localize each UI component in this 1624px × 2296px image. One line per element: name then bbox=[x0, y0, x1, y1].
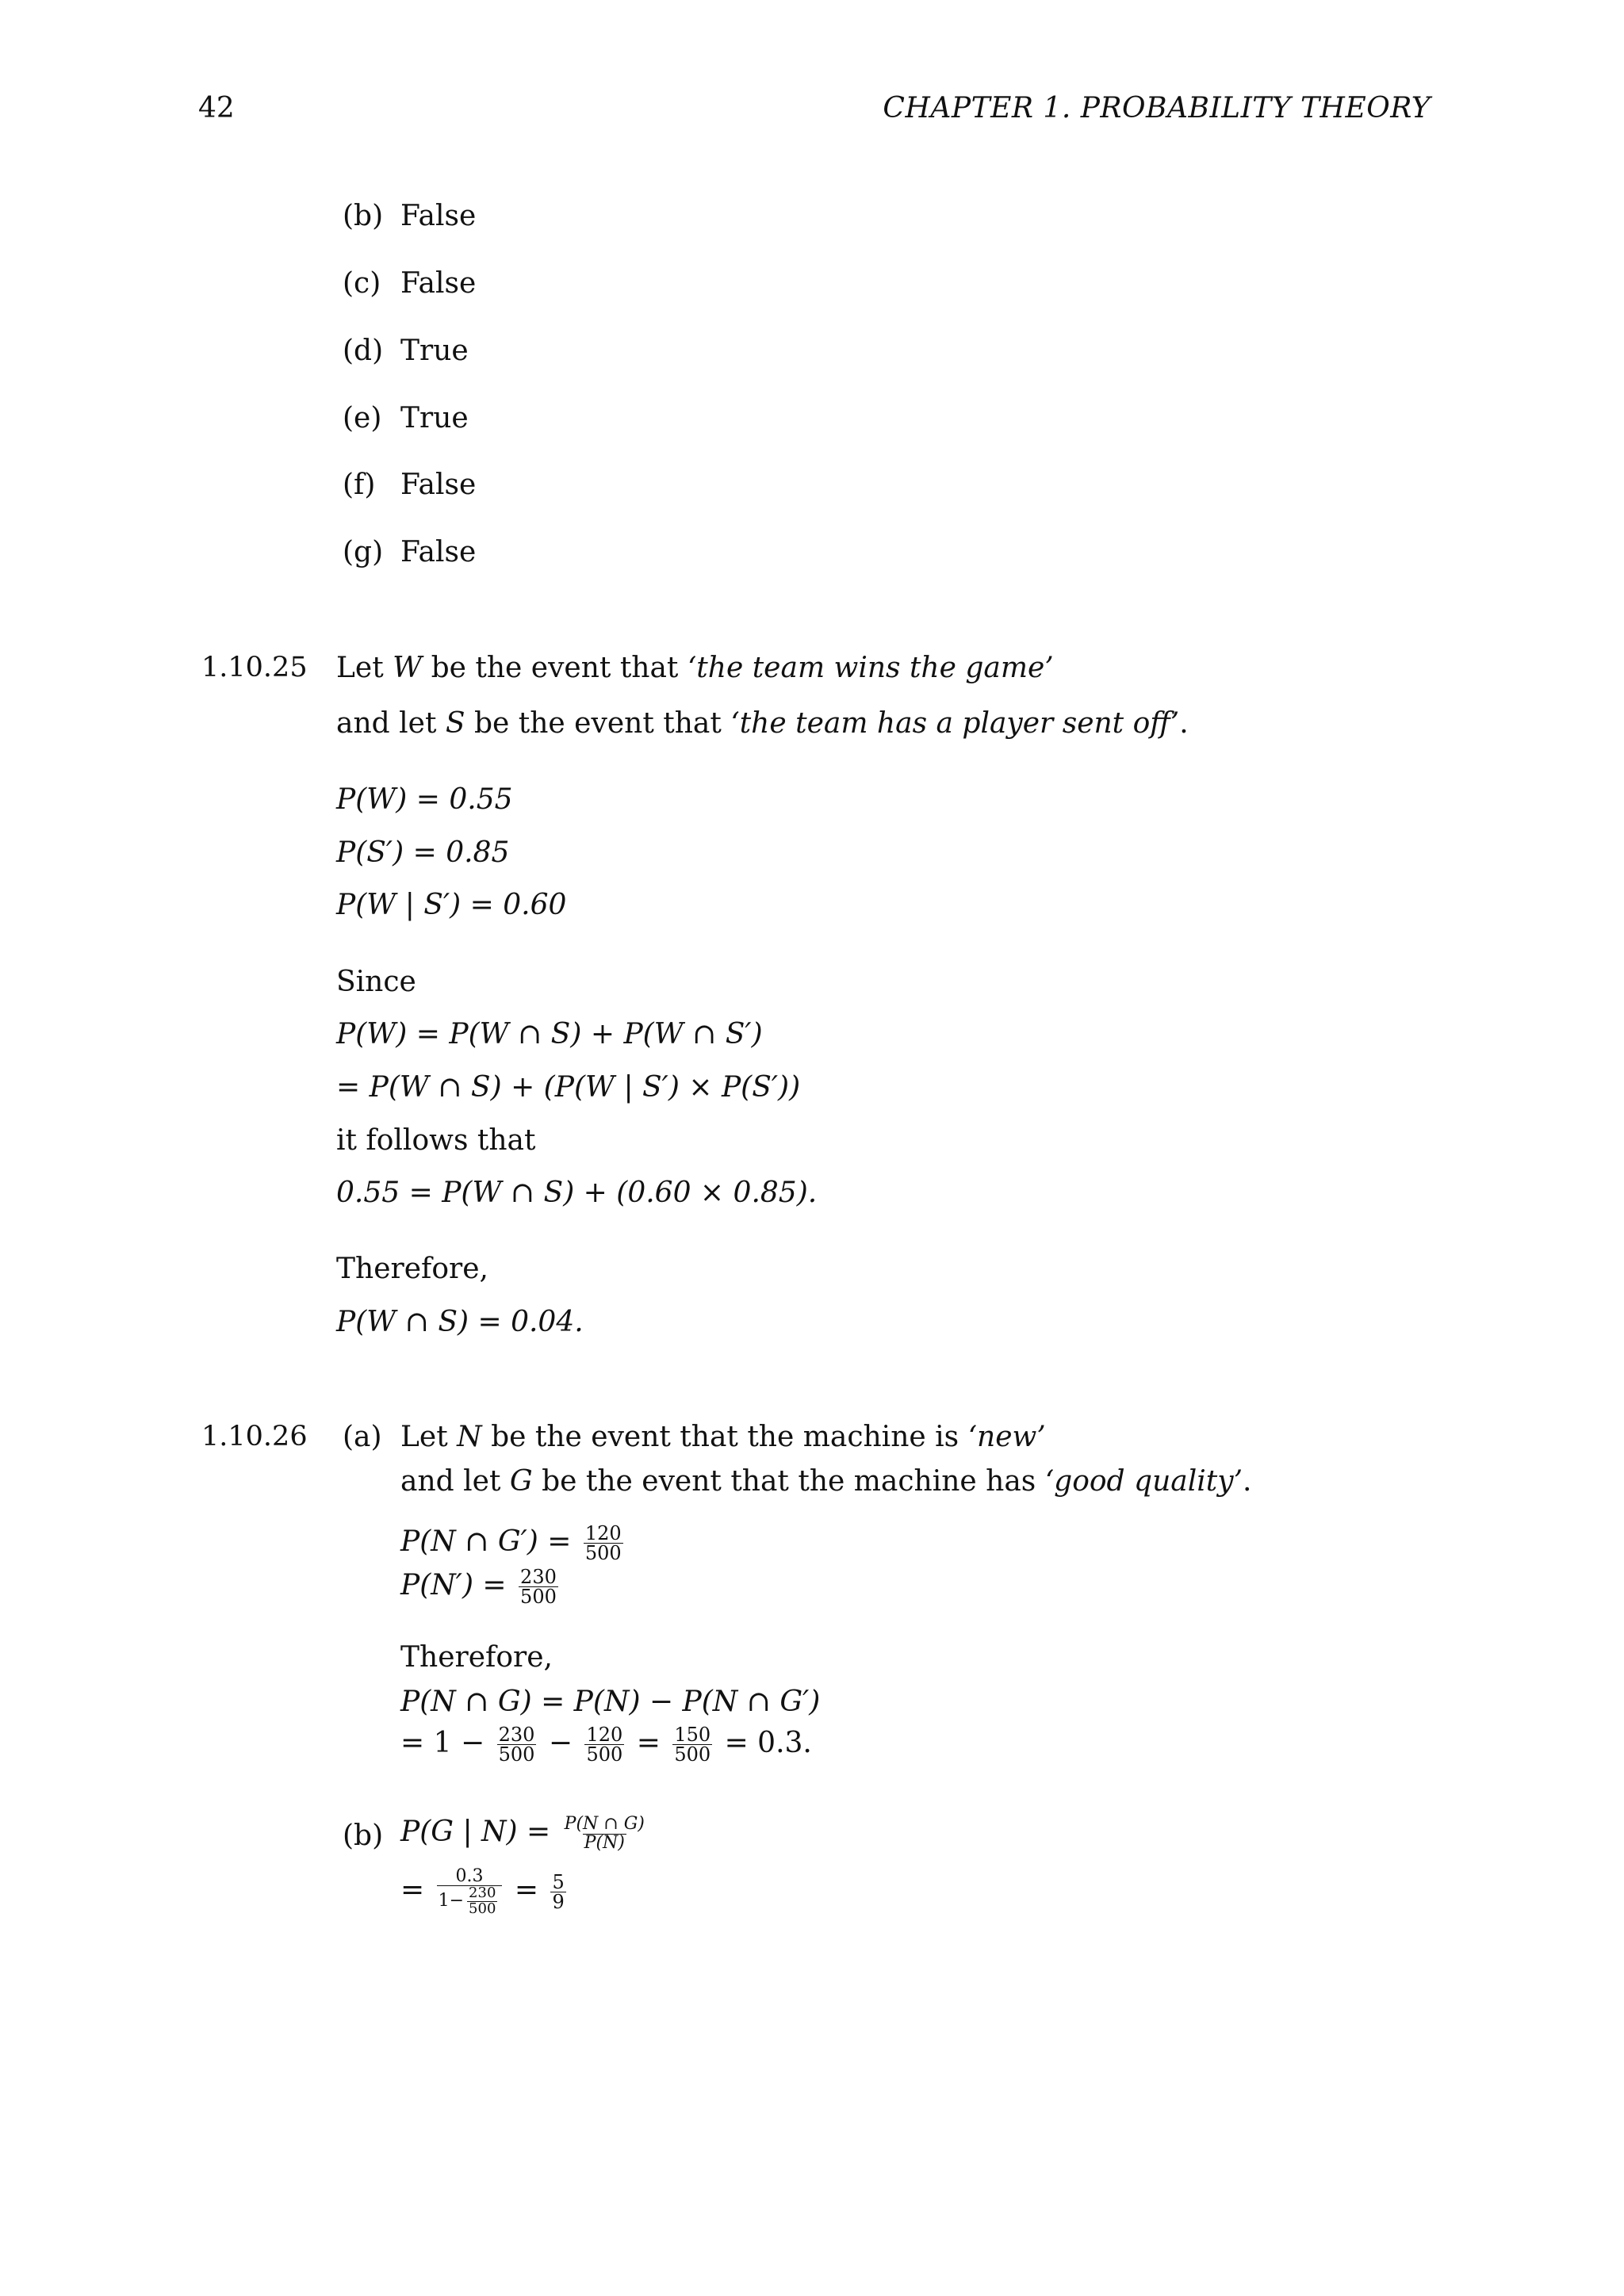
fraction: $\frac{P(N \cap G)}{P(N)}$ bbox=[564, 1814, 645, 1853]
ex1-given-ps: P(S′) = 0.85 bbox=[336, 836, 510, 869]
ex2-therefore: Therefore, bbox=[400, 1641, 553, 1674]
ex2-statement-line1: Let N be the event that the machine is ‘new’ bbox=[400, 1421, 1046, 1453]
ex1-therefore: Therefore, bbox=[336, 1253, 488, 1285]
fraction: $\frac{120}{500}$ bbox=[584, 1522, 622, 1565]
ex1-statement-line2: and let S be the event that ‘the team has a player sent off’. bbox=[336, 707, 1189, 740]
fraction: $\frac{230}{500}$ bbox=[469, 1885, 496, 1917]
fraction: $\frac{230}{500}$ bbox=[520, 1566, 557, 1609]
ex2-b-equation-2: = 0.3 1− $\frac{230}{500}$ = $\frac{5}{9}$ bbox=[400, 1866, 565, 1917]
ex2-given-png: P(N ∩ G′) = $\frac{120}{500}$ bbox=[400, 1522, 622, 1565]
part-label-b: (b) bbox=[343, 1820, 384, 1852]
option-text: False bbox=[400, 536, 477, 568]
ex1-equation-2: = P(W ∩ S) + (P(W | S′) × P(S′)) bbox=[336, 1071, 801, 1104]
option-label: (g) bbox=[343, 536, 384, 568]
option-label: (e) bbox=[343, 402, 382, 434]
fraction: 0.3 1− $\frac{230}{500}$ bbox=[437, 1868, 503, 1916]
ex1-equation-1: P(W) = P(W ∩ S) + P(W ∩ S′) bbox=[336, 1018, 763, 1050]
fraction: $\frac{5}{9}$ bbox=[552, 1870, 565, 1914]
ex1-given-pws: P(W | S′) = 0.60 bbox=[336, 889, 567, 921]
option-text: False bbox=[400, 200, 477, 232]
option-label: (f) bbox=[343, 469, 376, 501]
ex2-equation-1: P(N ∩ G) = P(N) − P(N ∩ G′) bbox=[400, 1686, 821, 1718]
ex2-equation-2: = 1 − $\frac{230}{500}$ − $\frac{120}{500}$ = $\frac{150}{500}$ = 0.3. bbox=[400, 1724, 812, 1766]
option-label: (c) bbox=[343, 267, 381, 300]
option-text: True bbox=[400, 335, 469, 367]
ex1-since: Since bbox=[336, 966, 416, 998]
fraction: $\frac{230}{500}$ bbox=[498, 1724, 535, 1766]
page-number: 42 bbox=[198, 92, 235, 124]
ex2-given-pn: P(N′) = $\frac{230}{500}$ bbox=[400, 1566, 557, 1609]
running-head: CHAPTER 1. PROBABILITY THEORY bbox=[883, 92, 1431, 124]
option-text: True bbox=[400, 402, 469, 434]
exercise-number: 1.10.26 bbox=[201, 1421, 308, 1452]
option-text: False bbox=[400, 469, 477, 501]
ex1-follows: it follows that bbox=[336, 1124, 536, 1157]
ex2-b-equation-1: P(G | N) = $\frac{P(N \cap G)}{P(N)}$ bbox=[400, 1814, 645, 1853]
option-text: False bbox=[400, 267, 477, 300]
ex2-statement-line2: and let G be the event that the machine has ‘good quality’. bbox=[400, 1465, 1252, 1498]
exercise-number: 1.10.25 bbox=[201, 652, 308, 683]
part-label-a: (a) bbox=[343, 1421, 382, 1453]
ex1-equation-3: 0.55 = P(W ∩ S) + (0.60 × 0.85). bbox=[336, 1177, 818, 1209]
option-label: (d) bbox=[343, 335, 384, 367]
ex1-statement-line1: Let W be the event that ‘the team wins the game’ bbox=[336, 652, 1054, 684]
option-label: (b) bbox=[343, 200, 384, 232]
ex1-result: P(W ∩ S) = 0.04. bbox=[336, 1306, 584, 1338]
fraction: $\frac{120}{500}$ bbox=[586, 1724, 623, 1766]
fraction: $\frac{150}{500}$ bbox=[674, 1724, 711, 1766]
ex1-given-pw: P(W) = 0.55 bbox=[336, 783, 513, 816]
